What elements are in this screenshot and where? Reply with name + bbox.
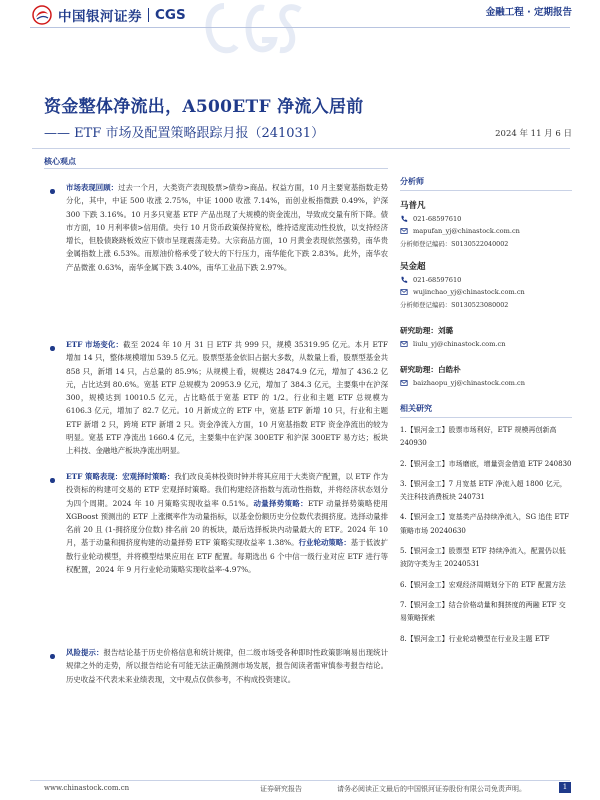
related-research-item[interactable]: 8.【银河金工】行业轮动模型在行业及主题 ETF bbox=[400, 634, 550, 643]
related-research-item[interactable]: 1.【银河金工】股票市场利好，ETF 规模再创新高 240930 bbox=[400, 426, 557, 448]
report-subtitle: —— ETF 市场及配置策略跟踪月报（241031） bbox=[44, 126, 325, 141]
email-text[interactable]: wujinchao_yj@chinastock.com.cn bbox=[413, 288, 525, 296]
brand-separator bbox=[148, 8, 149, 22]
assistant-name: 研究助理：刘璐 bbox=[400, 326, 454, 335]
core-item-text: 截至 2024 年 10 月 31 日 ETF 共 999 只，规模 35319.95 亿元。本月 ETF 增加 14 只，整体规模增加 539.5 亿元。股票型基金依旧占据大多数，从数量上看，股票型基金共 858 只，新增 14 只，占总量的 85.9%；从规模上看，规模达 28474.9 亿元，增加了 436.2 亿元，占比达到 80.6%。宽基 ETF 总规模为 20953.9 亿元，增加了 384.3 亿元，主要集中在沪深 300，规模达到 10010.5 亿元，占比略低于宽基 ETF 的 1/2。行业和主题 ETF 总规模为 6106.3 亿元，增加了 82.7 亿元。10 月新成立的 ETF 中，宽基 ETF 新增 10 只，行业和主题 ETF 新增 2 只，跨境 ETF 新增 2 只。资金净流入方面，10 月宽基指数 ETF 资金净流出的较为明显。宽基 ETF 净流出 1660.4 亿元，主要集中在沪深 300ETF 和沪深 300ETF 易方达；板块上科技、金融地产板块净流出明显。 bbox=[66, 340, 388, 455]
related-research-item[interactable]: 5.【银河金工】股票型 ETF 持续净流入，配置仍以低波防守类为主 20240531 bbox=[400, 547, 566, 569]
footer-divider bbox=[30, 780, 570, 781]
core-item-lead: ETF 策略表现： bbox=[66, 472, 123, 481]
brand-logo-icon bbox=[32, 5, 52, 25]
report-title: 资金整体净流出，A500ETF 净流入居前 bbox=[44, 97, 364, 117]
analyst-phone bbox=[400, 215, 572, 223]
bullet-dot bbox=[50, 189, 55, 194]
core-item-etf-market bbox=[66, 338, 388, 457]
bullet-dot bbox=[50, 654, 55, 659]
core-item-text: 过去一个月，大类资产表现股票>债券>商品。权益方面，10 月主要宽基指数走势分化，其中，中证 500 收涨 2.75%，中证 1000 收涨 7.14%，而创业板指微跌 0.49%，沪深 300 下跌 3.16%。10 月多只宽基 ETF 产品出现了大规模的资金流出，导致成交量有所下降。债市方面，10 月利率债>信用债。央行 10 月货币政策保持宽松，维持适度流动性投放，以支持经济增长，但股债跷跷板效应下债市呈现震荡走势。大宗商品方面，10 月黄金表现依然强势，南华贵金属指数上涨 6.53%。而原油价格承受了较大的下行压力，南华能化下跌 2.83%。此外，南华农产品微涨 0.63%，南华金属下跌 3.40%，南华工业品下跌 2.97%。 bbox=[66, 183, 388, 272]
core-item-text: 报告结论基于历史价格信息和统计规律，但二级市场受各种即时性政策影响易出现统计规律之外的走势，所以报告结论有可能无法正确预测市场发展，报告阅读者需审慎参考报告结论。历史收益不代表未来业绩表现，文中观点仅供参考，不构成投资建议。 bbox=[66, 648, 388, 684]
cgs-watermark-graphic bbox=[196, 0, 306, 60]
page-header bbox=[0, 0, 600, 42]
email-icon bbox=[400, 288, 408, 296]
footer-disclaimer: 请务必阅读正文最后的中国银河证券股份有限公司免责声明。 bbox=[337, 785, 526, 793]
analyst-registration: 分析师登记编码：S0130523080002 bbox=[400, 301, 509, 309]
page-number: 1 bbox=[559, 782, 571, 793]
related-research-item[interactable]: 2.【银河金工】市场磨底，增量资金借道 ETF 240830 bbox=[400, 459, 572, 468]
core-item-lead: 风险提示： bbox=[66, 648, 104, 657]
assistant-email[interactable] bbox=[400, 340, 572, 348]
related-research-list bbox=[400, 424, 572, 646]
analyst-phone bbox=[400, 276, 572, 284]
related-research-item[interactable]: 4.【银河金工】宽基类产品持续净流入，SG 追佳 ETF 策略市场 20240630 bbox=[400, 513, 570, 535]
analyst-email[interactable] bbox=[400, 227, 572, 235]
core-item-lead: ETF 市场变化： bbox=[66, 340, 124, 349]
related-research-item[interactable]: 6.【银河金工】宏观经济周期划分下的 ETF 配置方法 bbox=[400, 580, 566, 589]
strategy-momentum-text: ETF 动量择势策略使用 XGBoost 预测出的 ETF 上涨概率作为动量指标，以基金份额历史分位数代表拥挤度。选择动量排名前 20 且 (1-拥挤度分位数) 排名前 20 的板块，最后选择板块内动量最大的 ETF。2024 年 10 月，基于动量和拥挤度构建的动量择势 ETF 策略实现收益率 1.38%。 bbox=[66, 498, 388, 548]
core-item-etf-strategy bbox=[66, 470, 388, 576]
report-date: 2024 年 11 月 6 日 bbox=[495, 129, 572, 139]
brand-logo bbox=[32, 5, 186, 25]
phone-text: 021-68597610 bbox=[413, 276, 462, 284]
report-type: 金融工程 · 定期报告 bbox=[485, 7, 572, 18]
core-view-label: 核心观点 bbox=[44, 156, 76, 166]
title-divider bbox=[32, 148, 570, 149]
email-text[interactable]: mapufan_yj@chinastock.com.cn bbox=[413, 227, 520, 235]
brand-name-cn: 中国银河证券 bbox=[58, 9, 142, 25]
email-text[interactable]: baizhaopu_yj@chinastock.com.cn bbox=[413, 379, 525, 387]
strategy-momentum-label: 动量择势策略： bbox=[253, 498, 308, 508]
email-text[interactable]: liulu_yj@chinastock.com.cn bbox=[413, 340, 506, 348]
phone-text: 021-68597610 bbox=[413, 215, 462, 223]
analyst-registration: 分析师登记编码：S0130522040002 bbox=[400, 240, 509, 248]
brand-name-en: CGS bbox=[155, 7, 186, 23]
bullet-dot bbox=[50, 478, 55, 483]
core-item-market-review bbox=[66, 181, 388, 274]
assistant-name: 研究助理：白皓朴 bbox=[400, 365, 461, 374]
analyst-section-label: 分析师 bbox=[400, 176, 572, 191]
related-research-label: 相关研究 bbox=[400, 403, 572, 418]
strategy-macro-text: 我们改良美林投资时钟并将其应用于大类资产配置，以 ETF 作为投资标的构建可交易的 ETF 宏观择时策略。我们构建经济指数与流动性指数，并将经济状态划分为四个周期。2024 年 10 月策略实现收益率 0.51%。 bbox=[66, 472, 388, 508]
sidebar bbox=[400, 176, 572, 653]
email-icon bbox=[400, 340, 408, 348]
bullet-dot bbox=[50, 346, 55, 351]
phone-icon bbox=[400, 276, 408, 284]
email-icon bbox=[400, 227, 408, 235]
analyst-email[interactable] bbox=[400, 288, 572, 296]
email-icon bbox=[400, 379, 408, 387]
related-research-item[interactable]: 3.【银河金工】7 月宽基 ETF 净流入超 1800 亿元，关注科技消费板块 240731 bbox=[400, 479, 567, 502]
footer-website-link[interactable]: www.chinastock.com.cn bbox=[44, 784, 130, 792]
analyst-name: 马普凡 bbox=[400, 201, 426, 211]
strategy-rotation-label: 行业轮动策略： bbox=[298, 538, 351, 548]
core-view-divider bbox=[44, 168, 388, 169]
strategy-macro-label: 宏观择时策略： bbox=[122, 472, 175, 481]
header-divider bbox=[30, 27, 570, 28]
strategy-rotation-text: 基于低波扩散行业轮动模型，并将模型结果应用在 ETF 配置。每期选出 6 个中信一级行业对应 ETF 进行等权配置，2024 年 9 月行业轮动策略实现收益率-4.97%。 bbox=[66, 538, 388, 574]
phone-icon bbox=[400, 215, 408, 223]
footer-doc-type: 证券研究报告 bbox=[260, 785, 302, 793]
related-research-item[interactable]: 7.【银河金工】结合价格动量和拥挤度的两融 ETF 交易策略探索 bbox=[400, 600, 566, 623]
core-item-risk bbox=[66, 646, 388, 686]
core-item-lead: 市场表现回顾： bbox=[66, 183, 119, 192]
analyst-name: 吴金超 bbox=[400, 262, 426, 272]
assistant-email[interactable] bbox=[400, 379, 572, 387]
